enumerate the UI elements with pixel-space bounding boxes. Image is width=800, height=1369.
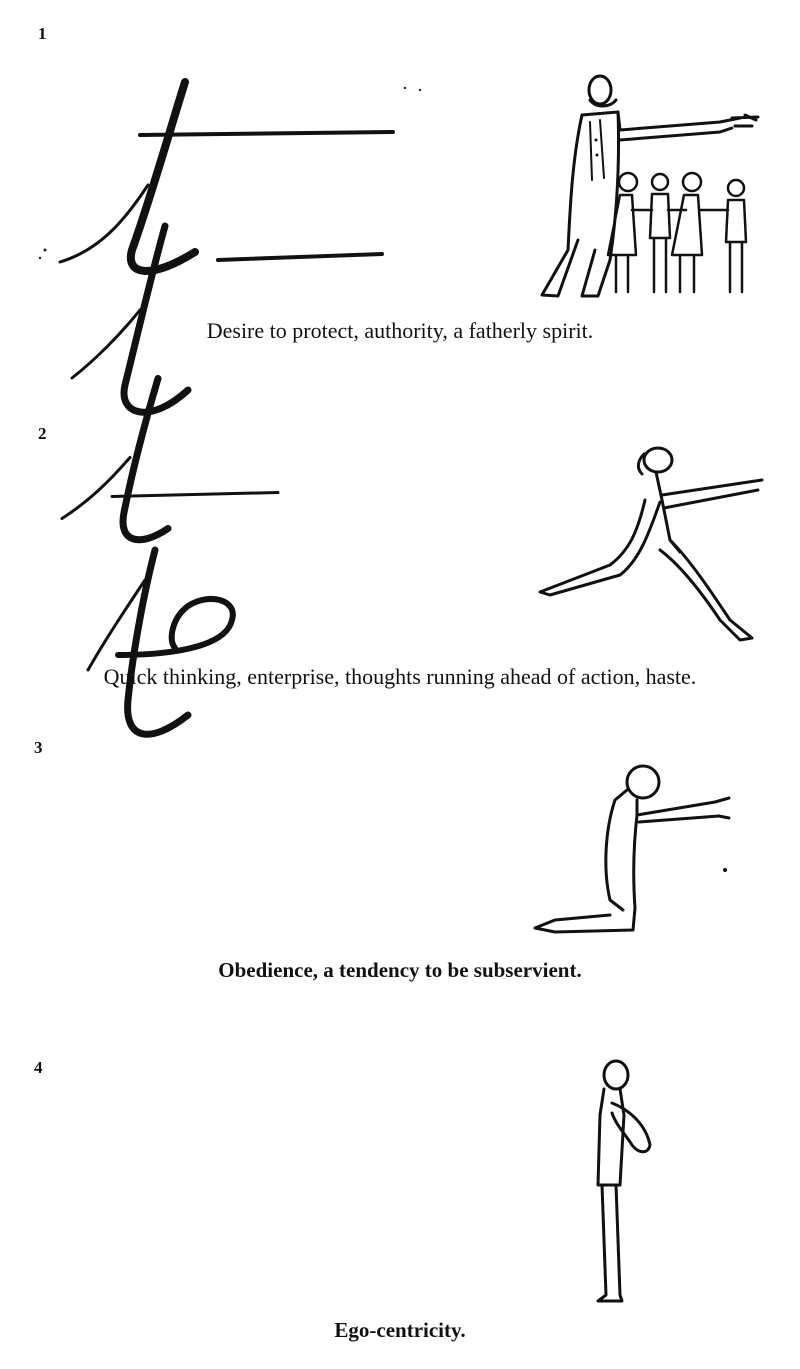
running-figure-icon [530, 440, 770, 650]
kneeling-figure-icon [515, 760, 745, 940]
entry-number: 1 [38, 24, 47, 43]
entry-caption: Obedience, a tendency to be subservient. [218, 958, 582, 982]
entry-number: 3 [34, 738, 43, 757]
entry-caption: Desire to protect, authority, a fatherly spirit. [206, 318, 594, 343]
self-embracing-figure-icon [590, 1055, 670, 1305]
entry-number: 2 [38, 424, 47, 443]
entry-caption: Quick thinking, enterprise, thoughts running ahead of action, haste. [103, 664, 697, 689]
entry-number: 4 [34, 1058, 43, 1077]
handwritten-t-sample [0, 0, 300, 1290]
father-guiding-children-icon [520, 60, 770, 305]
entry-caption: Ego-centricity. [334, 1318, 466, 1342]
